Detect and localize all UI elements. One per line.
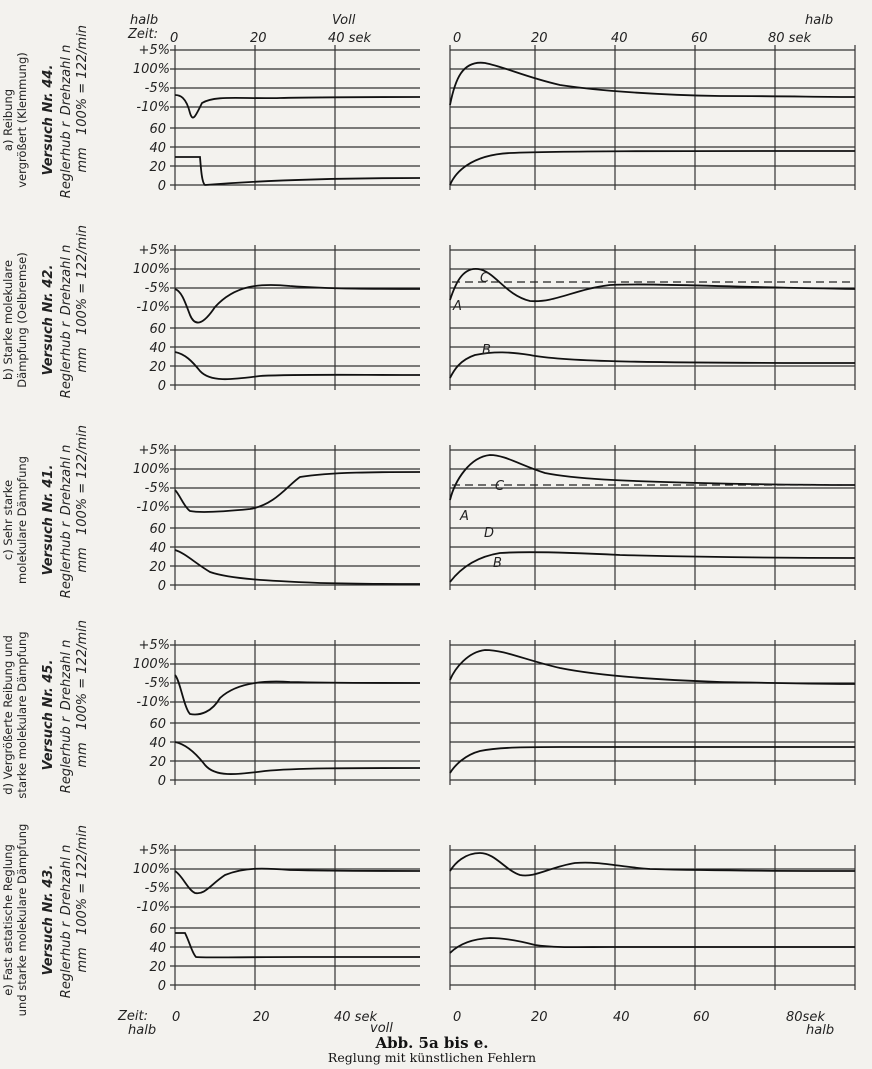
speed-scale-label: 100% xyxy=(132,462,170,477)
panel-title: a) Reibung xyxy=(1,88,15,152)
bottom-tick-right-20: 20 xyxy=(531,1010,548,1025)
stroke-scale-label: 0 xyxy=(157,579,166,594)
curve-letter-C: C xyxy=(495,479,505,494)
speed-scale-label: 100% = 122/min xyxy=(75,619,90,731)
stroke-unit-label: mm xyxy=(75,742,90,768)
stroke-curve-right xyxy=(450,151,855,185)
stroke-scale-label: 0 xyxy=(157,774,166,789)
speed-scale-label: -10% xyxy=(136,695,170,710)
stroke-scale-label: 40 xyxy=(149,541,166,556)
stroke-unit-label: mm xyxy=(75,147,90,173)
panel-title: starke molekulare Dämpfung xyxy=(15,631,29,799)
stroke-scale-label: 20 xyxy=(149,560,166,575)
top-tick-left-0: 0 xyxy=(170,31,179,46)
stroke-curve-left xyxy=(175,157,420,185)
panel-title: vergrößert (Klemmung) xyxy=(15,52,29,188)
panel-3 xyxy=(1,620,855,799)
curve-letter-B: B xyxy=(493,556,502,571)
stroke-axis-label: Reglerhub r xyxy=(59,321,74,399)
bottom-tick-left-20: 20 xyxy=(253,1010,270,1025)
panel-1 xyxy=(1,225,855,398)
stroke-scale-label: 20 xyxy=(149,960,166,975)
bottom-tick-right-80: 80sek xyxy=(786,1010,825,1025)
stroke-curve-right xyxy=(450,938,855,953)
stroke-scale-label: 60 xyxy=(149,717,166,732)
speed-axis-label: Drehzahl n xyxy=(59,244,74,316)
speed-scale-label: -10% xyxy=(136,300,170,315)
speed-curve-right xyxy=(450,455,855,500)
top-label-halb-right: halb xyxy=(805,13,834,28)
stroke-curve-right xyxy=(450,352,855,378)
caption-title: Abb. 5a bis e. xyxy=(375,1034,489,1052)
stroke-unit-label: mm xyxy=(75,547,90,573)
speed-scale-label: -5% xyxy=(144,676,170,691)
stroke-axis-label: Reglerhub r xyxy=(59,121,74,199)
speed-curve-left xyxy=(175,285,420,323)
speed-scale-label: 100% xyxy=(132,657,170,672)
speed-curve-left xyxy=(175,472,420,512)
panel-4 xyxy=(1,824,855,1017)
curve-letter-D: D xyxy=(484,526,495,541)
speed-scale-label: 100% xyxy=(132,262,170,277)
stroke-scale-label: 20 xyxy=(149,360,166,375)
bottom-label-halb-right: halb xyxy=(806,1023,835,1038)
top-label-zeit: Zeit: xyxy=(128,27,158,42)
panel-title: Dämpfung (Oelbremse) xyxy=(15,252,29,388)
stroke-curve-left xyxy=(175,550,420,584)
speed-scale-label: -10% xyxy=(136,100,170,115)
stroke-scale-label: 60 xyxy=(149,922,166,937)
top-tick-right-20: 20 xyxy=(531,31,548,46)
curve-letter-A: A xyxy=(460,509,469,524)
stroke-scale-label: 20 xyxy=(149,755,166,770)
speed-curve-right xyxy=(450,269,855,301)
bottom-label-zeit: Zeit: xyxy=(118,1009,148,1024)
bottom-tick-right-40: 40 xyxy=(613,1010,630,1025)
speed-curve-right xyxy=(450,853,855,876)
speed-scale-label: 100% = 122/min xyxy=(75,24,90,136)
speed-scale-label: +5% xyxy=(138,443,170,458)
panel-title: e) Fast astatische Reglung xyxy=(1,844,15,996)
stroke-curve-left xyxy=(175,933,420,957)
versuch-label: Versuch Nr. 44. xyxy=(41,64,56,176)
stroke-scale-label: 0 xyxy=(157,179,166,194)
stroke-scale-label: 60 xyxy=(149,522,166,537)
stroke-scale-label: 40 xyxy=(149,941,166,956)
stroke-scale-label: 60 xyxy=(149,322,166,337)
speed-scale-label: -5% xyxy=(144,281,170,296)
speed-curve-left xyxy=(175,869,420,894)
bottom-label-halb: halb xyxy=(128,1023,157,1038)
speed-scale-label: +5% xyxy=(138,43,170,58)
panel-2 xyxy=(1,425,855,598)
stroke-axis-label: Reglerhub r xyxy=(59,716,74,794)
panel-group xyxy=(1,25,855,1016)
speed-curve-right xyxy=(450,650,855,684)
speed-curve-left xyxy=(175,675,420,714)
top-tick-left-40: 40 sek xyxy=(328,31,371,46)
stroke-unit-label: mm xyxy=(75,947,90,973)
curve-letter-B: B xyxy=(482,343,491,358)
speed-scale-label: +5% xyxy=(138,638,170,653)
speed-scale-label: 100% = 122/min xyxy=(75,424,90,536)
bottom-tick-right-0: 0 xyxy=(453,1010,462,1025)
speed-scale-label: +5% xyxy=(138,843,170,858)
stroke-curve-right xyxy=(450,747,855,773)
panel-title: d) Vergrößerte Reibung und xyxy=(1,635,15,795)
versuch-label: Versuch Nr. 45. xyxy=(41,659,56,771)
speed-scale-label: -10% xyxy=(136,900,170,915)
top-label-halb: halb xyxy=(130,13,159,28)
top-tick-right-80: 80 sek xyxy=(768,31,811,46)
bottom-tick-left-0: 0 xyxy=(172,1010,181,1025)
panel-title: molekulare Dämpfung xyxy=(15,456,29,584)
top-tick-right-60: 60 xyxy=(691,31,708,46)
speed-scale-label: +5% xyxy=(138,243,170,258)
stroke-curve-right xyxy=(450,552,855,582)
stroke-unit-label: mm xyxy=(75,347,90,373)
curve-letter-C: C xyxy=(480,271,490,286)
speed-scale-label: -5% xyxy=(144,881,170,896)
stroke-scale-label: 0 xyxy=(157,379,166,394)
top-tick-right-0: 0 xyxy=(453,31,462,46)
top-tick-left-20: 20 xyxy=(250,31,267,46)
stroke-curve-left xyxy=(175,742,420,774)
caption-subtitle: Reglung mit künstlichen Fehlern xyxy=(327,1050,537,1065)
speed-scale-label: 100% = 122/min xyxy=(75,224,90,336)
stroke-scale-label: 40 xyxy=(149,341,166,356)
panel-title: und starke molekulare Dämpfung xyxy=(15,823,29,1017)
speed-scale-label: 100% xyxy=(132,62,170,77)
stroke-scale-label: 40 xyxy=(149,141,166,156)
bottom-label-voll: voll xyxy=(370,1021,393,1036)
speed-axis-label: Drehzahl n xyxy=(59,444,74,516)
bottom-tick-right-60: 60 xyxy=(693,1010,710,1025)
speed-scale-label: -5% xyxy=(144,81,170,96)
stroke-scale-label: 20 xyxy=(149,160,166,175)
panel-title: c) Sehr starke xyxy=(1,479,15,561)
speed-curve-left xyxy=(175,95,420,118)
speed-scale-label: 100% = 122/min xyxy=(75,824,90,936)
top-time-axis xyxy=(127,13,833,46)
stroke-axis-label: Reglerhub r xyxy=(59,521,74,599)
stroke-scale-label: 0 xyxy=(157,979,166,994)
speed-scale-label: 100% xyxy=(132,862,170,877)
speed-axis-label: Drehzahl n xyxy=(59,44,74,116)
stroke-scale-label: 60 xyxy=(149,122,166,137)
top-label-voll: Voll xyxy=(332,13,356,28)
versuch-label: Versuch Nr. 41. xyxy=(41,464,56,576)
panel-0 xyxy=(1,25,855,198)
panel-title: b) Starke molekulare xyxy=(1,260,15,380)
speed-scale-label: -10% xyxy=(136,500,170,515)
versuch-label: Versuch Nr. 42. xyxy=(41,264,56,376)
stroke-scale-label: 40 xyxy=(149,736,166,751)
stroke-axis-label: Reglerhub r xyxy=(59,921,74,999)
versuch-label: Versuch Nr. 43. xyxy=(41,864,56,976)
speed-scale-label: -5% xyxy=(144,481,170,496)
top-tick-right-40: 40 xyxy=(611,31,628,46)
curve-letter-A: A xyxy=(453,299,462,314)
speed-axis-label: Drehzahl n xyxy=(59,639,74,711)
speed-axis-label: Drehzahl n xyxy=(59,844,74,916)
bottom-tick-left-40: 40 sek xyxy=(334,1010,377,1025)
